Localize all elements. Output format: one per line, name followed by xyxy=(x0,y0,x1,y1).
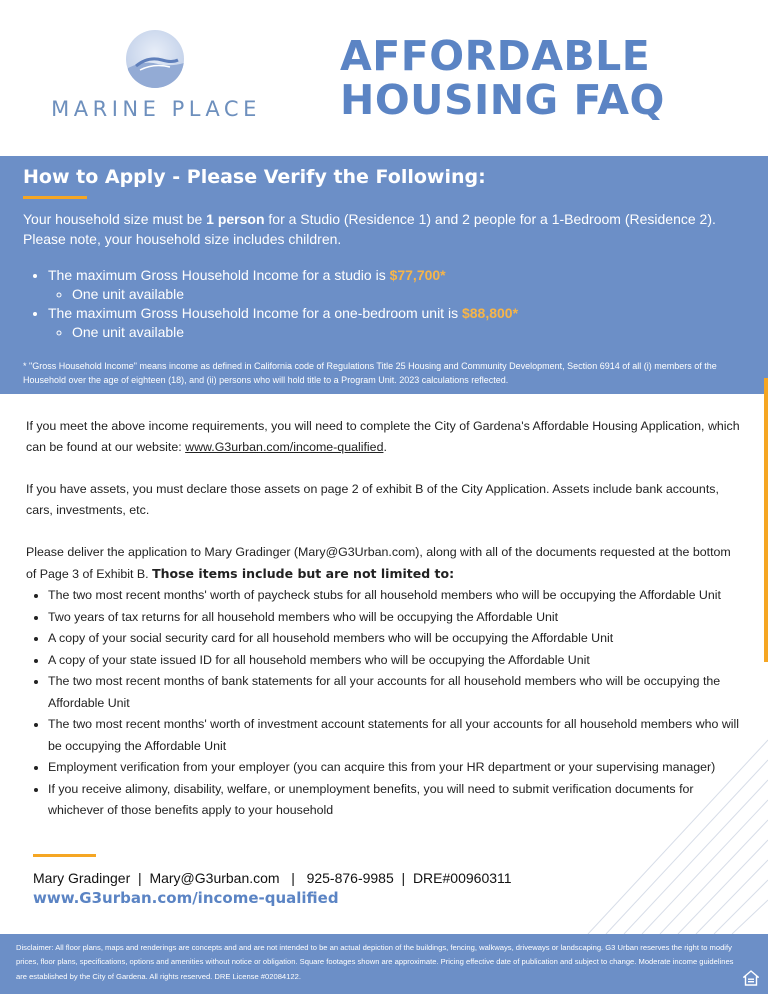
title-line-2: HOUSING FAQ xyxy=(340,76,665,124)
list-item: ◦ One unit available xyxy=(72,323,738,342)
marine-place-logo-icon xyxy=(126,30,184,88)
contact-url-link[interactable]: www.G3urban.com/income-qualified xyxy=(33,889,339,907)
disclaimer-text: Disclaimer: All floor plans, maps and renderings are concepts and and are not intended to be an actual depiction of the buildings, fencing, walkways, driveways or landscaping. G3 Urban reserves the right to modify prices, floor plans, specifications, options and amenities without notice or obligation. Square footages shown are approximate. Pricing effective date of publication and subject to change. Moderate income guidelines are established by the City of Gardena. All rights reserved. DRE License #02084122. xyxy=(16,943,734,981)
list-item: • The two most recent months of bank statements for all your accounts for all household members who will be occupying the Affordable Unit xyxy=(48,671,742,714)
intro-part-2: for a Studio (Residence 1) and 2 people for a 1-Bedroom (Residence 2). Please note, your household size includes children. xyxy=(23,211,716,247)
heading-underline xyxy=(23,196,87,199)
income-amount: $77,700* xyxy=(389,267,446,283)
how-to-apply-section xyxy=(0,156,768,394)
list-item: • The two most recent months' worth of investment account statements for all your accounts for all household members who will be occupying the Affordable Unit xyxy=(48,714,742,757)
list-item: • Two years of tax returns for all household members who will be occupying the Affordable Unit xyxy=(48,607,742,629)
income-footnote: * "Gross Household Income" means income as defined in California code of Regulations Title 25 Housing and Community Development, Section 6914 of all (i) members of the Household over the age of eighteen (18), and (ii) persons who will hold title to a Program Unit. 2023 calculations reflected. xyxy=(23,361,717,385)
income-limit-text: The maximum Gross Household Income for a one-bedroom unit is xyxy=(48,305,462,321)
list-item: • A copy of your state issued ID for all household members who will be occupying the Affordable Unit xyxy=(48,650,742,672)
income-limits-list xyxy=(48,266,738,342)
brand-logo xyxy=(44,30,268,130)
list-item: • If you receive alimony, disability, welfare, or unemployment benefits, you will need to submit verification documents for whichever of those benefits apply to your household xyxy=(48,779,742,822)
list-item xyxy=(48,304,738,342)
equal-housing-opportunity-icon xyxy=(743,970,759,986)
intro-bold: 1 person xyxy=(206,211,265,227)
income-qualified-link[interactable]: www.G3urban.com/income-qualified xyxy=(185,440,384,454)
page-header xyxy=(0,0,768,156)
paragraph-text: If you meet the above income requirements, you will need to complete the City of Gardena's Affordable Housing Application, which can be found at our website: xyxy=(26,419,740,454)
required-documents-list xyxy=(48,585,742,822)
paragraph-bold: Those items include but are not limited to: xyxy=(152,566,455,581)
list-item: • Employment verification from your employer (you can acquire this from your HR department or your supervising manager) xyxy=(48,757,742,779)
paragraph-text: Please deliver the application to Mary Gradinger (Mary@G3Urban.com), along with all of the documents requested at the bottom of Page 3 of Exhibit B. xyxy=(26,545,731,581)
intro-part-1: Your household size must be xyxy=(23,211,207,227)
application-instructions xyxy=(26,416,742,822)
contact-info: Mary Gradinger | Mary@G3urban.com | 925-876-9985 | DRE#00960311 xyxy=(33,870,512,886)
disclaimer-footer xyxy=(0,934,768,994)
contact-divider xyxy=(33,854,96,857)
assets-paragraph: If you have assets, you must declare those assets on page 2 of exhibit B of the City Application. Assets include bank accounts, cars, investments, etc. xyxy=(26,482,719,517)
income-limit-text: The maximum Gross Household Income for a studio is xyxy=(48,267,390,283)
paragraph-end: . xyxy=(383,440,387,454)
delivery-paragraph xyxy=(26,542,742,585)
title-line-1: AFFORDABLE xyxy=(340,32,651,80)
income-requirements-paragraph xyxy=(26,416,742,458)
page-title xyxy=(340,34,740,122)
accent-stripe xyxy=(764,378,768,662)
list-item: • The two most recent months' worth of paycheck stubs for all household members who will be occupying the Affordable Unit xyxy=(48,585,742,607)
list-item xyxy=(48,266,738,304)
list-item: • A copy of your social security card for all household members who will be occupying the Affordable Unit xyxy=(48,628,742,650)
section-heading: How to Apply - Please Verify the Following: xyxy=(23,166,486,188)
income-amount: $88,800* xyxy=(461,305,519,321)
brand-name: MARINE PLACE xyxy=(51,97,261,121)
list-item: ◦ One unit available xyxy=(72,285,738,304)
household-size-text xyxy=(23,209,743,249)
